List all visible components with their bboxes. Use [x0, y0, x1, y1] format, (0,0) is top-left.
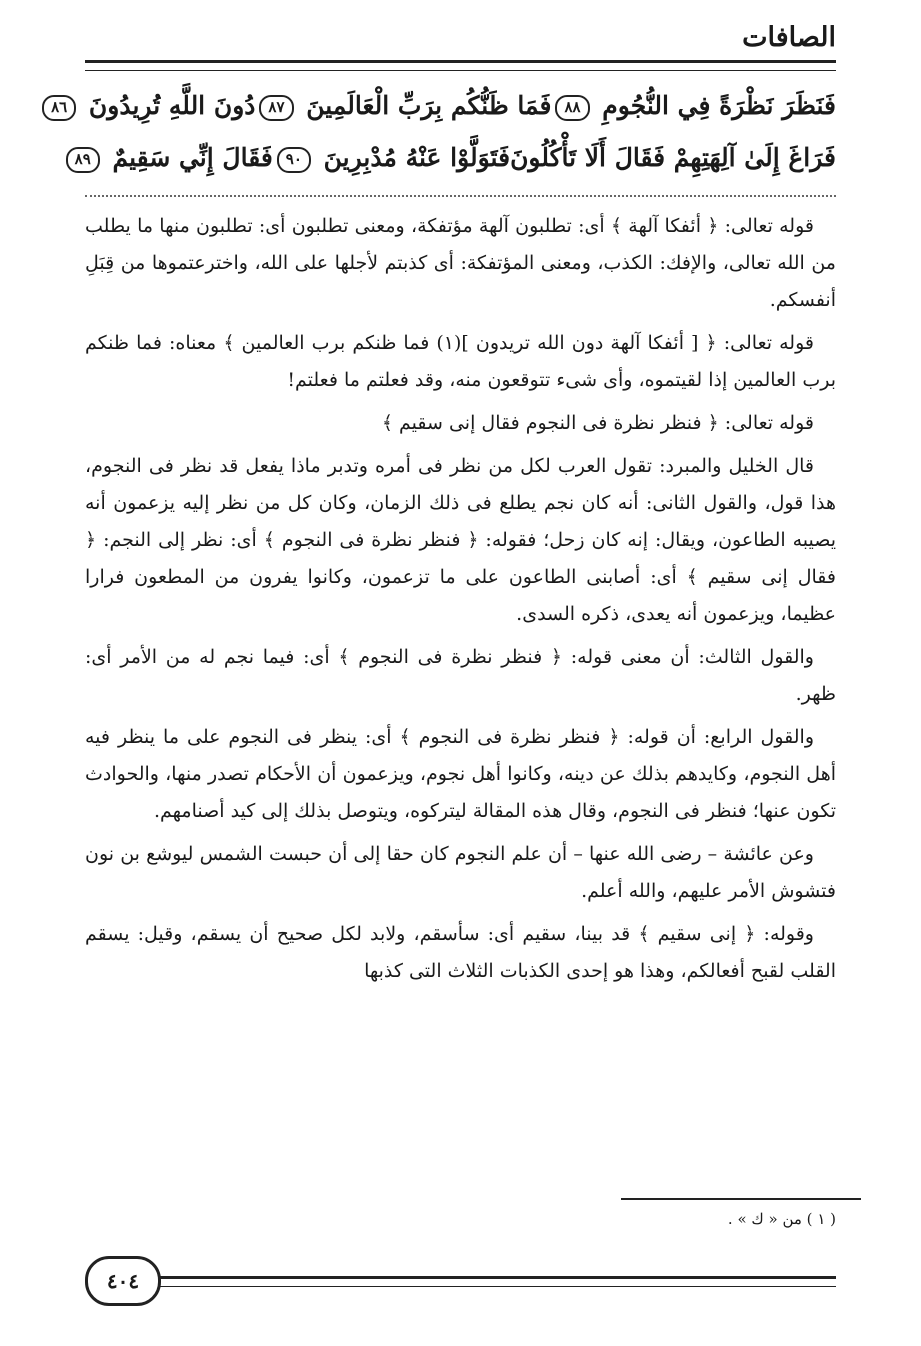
paragraph: وقوله: ﴿ إنى سقيم ﴾ قد بينا، سقيم أى: سأسقم، ولابد لكل صحيح أن يسقم، وقيل: يسقم القلب لقبح أفعالكم، وهذا هو إحدى الكذبات الثلاث التى كذبها — [85, 923, 836, 982]
verses-divider — [85, 195, 836, 197]
verse-segment — [62, 132, 273, 184]
verse-segment — [551, 80, 836, 132]
verse-text: فَنَظَرَ نَظْرَةً فِي النُّجُومِ — [602, 91, 836, 120]
verse-text: فَتَوَلَّوْا عَنْهُ مُدْبِرِينَ — [323, 143, 511, 172]
paragraph: والقول الرابع: أن قوله: ﴿ فنظر نظرة فى النجوم ﴾ أى: ينظر فى النجوم على ما ينظر فيه أهل النجوم، وكايدهم بذلك عن دينه، وكانوا أهل نجوم، ويزعمون أن الأحكام تصدر منها، والحوادث تكون عنها؛ فنظر فى النجوم، وقال هذه المقالة ليتركوه، ويتوصل بذلك إلى كيد أصنامهم. — [85, 726, 836, 822]
header-divider — [85, 60, 836, 71]
verse-line-1 — [51, 80, 836, 132]
verse-line-2 — [74, 132, 836, 184]
paragraph: وعن عائشة – رضى الله عنها – أن علم النجوم كان حقا إلى أن حبست الشمس ليوشع بن نون فتشوش الأمر عليهم، والله أعلم. — [85, 843, 836, 902]
verse-text: دُونَ اللَّهِ تُرِيدُونَ — [88, 91, 256, 120]
verse-text: فَرَاغَ إِلَىٰ آلِهَتِهِمْ فَقَالَ أَلَا تَأْكُلُونَ — [510, 143, 836, 172]
commentary-text — [85, 208, 836, 996]
verse-number: ٩٠ — [277, 147, 311, 173]
page-number: ٤٠٤ — [85, 1256, 161, 1306]
verse-number: ٨٧ — [259, 95, 293, 121]
verse-segment — [510, 132, 836, 184]
footnote: ( ١ ) من « ك » . — [727, 1210, 836, 1228]
paragraph: قوله تعالى: ﴿ فنظر نظرة فى النجوم فقال إنى سقيم ﴾ — [381, 412, 814, 434]
quran-verses — [51, 80, 836, 190]
surah-title: الصافات — [742, 22, 836, 53]
footer-divider — [155, 1276, 836, 1287]
paragraph: والقول الثالث: أن معنى قوله: ﴿ فنظر نظرة فى النجوم ﴾ أى: فيما نجم له من الأمر أى: ظهر. — [85, 646, 836, 705]
verse-segment — [38, 80, 255, 132]
verse-number: ٨٨ — [555, 95, 589, 121]
paragraph: قال الخليل والمبرد: تقول العرب لكل من نظر فى أمره وتدبر ماذا يفعل قد نظر فى النجوم، هذا قول، والقول الثانى: أنه كان نجم يطلع فى ذلك الزمان، وكان كل من نظر إليه يزعمون أنه يصيبه الطاعون، ويقال: إنه كان زحل؛ فقوله: ﴿ فنظر نظرة فى النجوم ﴾ أى: نظر إلى النجم: ﴿ فقال إنى سقيم ﴾ أى: أصابنى الطاعون على ما تزعمون، وكانوا يفرون من المطعون فرارا عظيما، ويزعمون أنه يعدى، ذكره السدى. — [85, 455, 836, 625]
verse-number: ٨٩ — [66, 147, 100, 173]
verse-segment — [273, 132, 510, 184]
paragraph: قوله تعالى: ﴿ أئفكا آلهة ﴾ أى: تطلبون آلهة مؤتفكة، ومعنى تطلبون أى: تطلبون منها ما يطلب من الله تعالى، والإفك: الكذب، ومعنى المؤتفكة: أى كذبتم لأجلها على الله، واخترعتموها من قِبَلِ أنفسكم. — [85, 215, 836, 311]
verse-segment — [255, 80, 551, 132]
footnote-divider — [621, 1198, 861, 1200]
verse-text: فَقَالَ إِنِّي سَقِيمٌ — [112, 143, 273, 172]
paragraph: قوله تعالى: ﴿ [ أئفكا آلهة دون الله تريدون ](١) فما ظنكم برب العالمين ﴾ معناه: فما ظنكم برب العالمين إذا لقيتموه، وأى شىء تتوقعون منه، وقد فعلتم ما فعلتم! — [85, 332, 836, 391]
verse-number: ٨٦ — [42, 95, 76, 121]
verse-text: فَمَا ظَنُّكُم بِرَبِّ الْعَالَمِينَ — [306, 91, 552, 120]
